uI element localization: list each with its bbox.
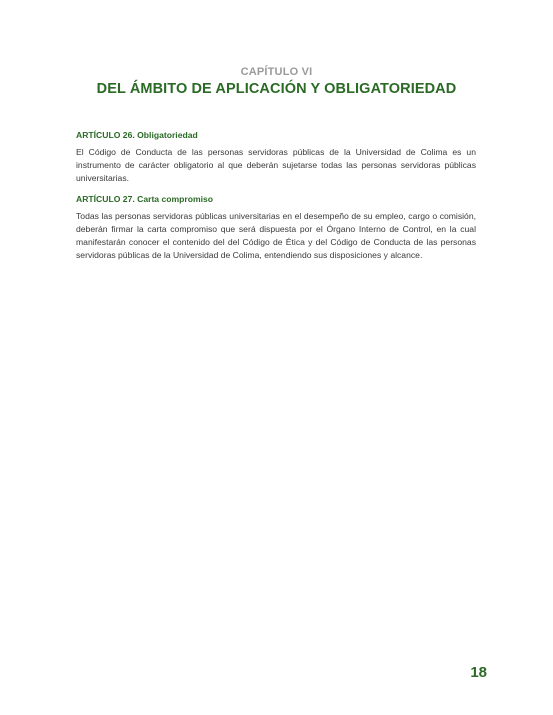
article-heading: ARTÍCULO 26. Obligatoriedad <box>76 130 198 140</box>
article-27 <box>76 194 476 263</box>
article-body: Todas las personas servidoras públicas universitarias en el desempeño de su empleo, cargo o comisión, deberán firmar la carta compromiso que será dispuesta por el Órgano Interno de Control, en la cual manifestarán conocer el contenido del del Código de Ética y del Código de Conducta de las personas servidoras públicas de la Universidad de Colima, entendiendo sus disposiciones y alcance. <box>76 210 476 261</box>
article-26 <box>76 130 476 186</box>
chapter-label: CAPÍTULO VI <box>240 66 313 78</box>
article-heading: ARTÍCULO 27. Carta compromiso <box>76 193 214 204</box>
document-content <box>76 130 476 270</box>
page-number: 18 <box>470 664 487 681</box>
article-body: El Código de Conducta de las personas servidoras públicas de la Universidad de Colima es un instrumento de carácter obligatorio al que deberán sujetarse todas las personas servidoras públicas universitarias. <box>76 147 476 184</box>
chapter-title: DEL ÁMBITO DE APLICACIÓN Y OBLIGATORIEDAD <box>96 81 457 97</box>
